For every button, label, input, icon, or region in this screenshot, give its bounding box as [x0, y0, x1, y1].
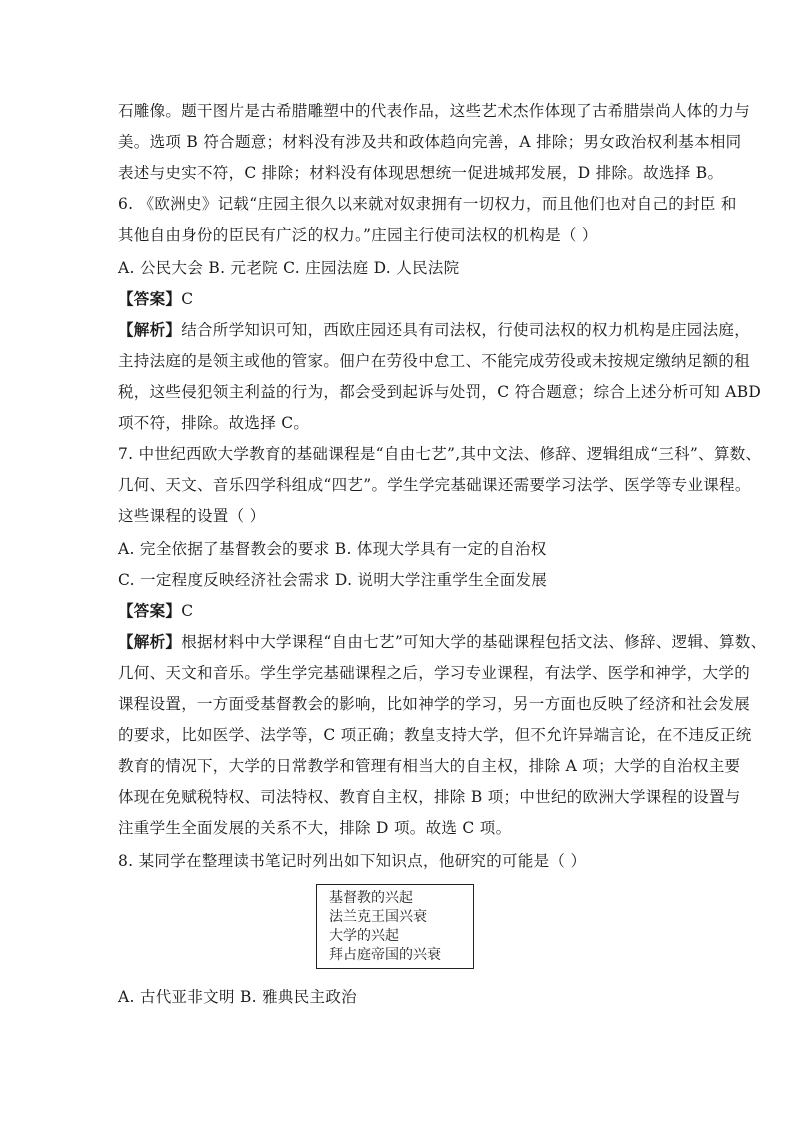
- analysis-line: 体现在免赋税特权、司法特权、教育自主权，排除 B 项；中世纪的欧洲大学课程的设置与: [118, 788, 741, 806]
- question-7-options-ab: A. 完全依据了基督教会的要求 B. 体现大学具有一定的自治权: [118, 540, 547, 558]
- question-7-stem: 这些课程的设置（ ）: [118, 507, 266, 525]
- analysis-line: 美。选项 B 符合题意；材料没有涉及共和政体趋向完善，A 排除；男女政治权利基本相同: [118, 133, 742, 151]
- note-item: 大学的兴起: [329, 928, 399, 944]
- notes-box: [316, 884, 474, 969]
- question-8-options: A. 古代亚非文明 B. 雅典民主政治: [118, 988, 357, 1006]
- analysis-line: 项不符，排除。故选择 C。: [118, 414, 310, 432]
- answer-value: C: [181, 602, 194, 620]
- question-6-analysis: [118, 319, 750, 341]
- analysis-text: 结合所学知识可知，西欧庄园还具有司法权，行使司法权的权力机构是庄园法庭，: [181, 321, 751, 339]
- analysis-line: 课程设置，一方面受基督教会的影响，比如神学的学习，另一方面也反映了经济和社会发展: [118, 695, 751, 713]
- answer-tag: 【答案】: [118, 601, 182, 620]
- analysis-line: 石雕像。题干图片是古希腊雕塑中的代表作品，这些艺术杰作体现了古希腊崇尚人体的力与: [118, 102, 751, 120]
- analysis-text: 根据材料中大学课程“自由七艺”可知大学的基础课程包括文法、修辞、逻辑、算数、: [181, 633, 767, 651]
- analysis-line: 税，这些侵犯领主利益的行为，都会受到起诉与处罚，C 符合题意；综合上述分析可知 ABD: [118, 383, 762, 401]
- question-7-stem: 7. 中世纪西欧大学教育的基础课程是“自由七艺”,其中文法、修辞、逻辑组成“三科”、算数、: [118, 445, 762, 463]
- question-7-analysis: [118, 631, 766, 653]
- note-item: 法兰克王国兴衰: [329, 909, 427, 925]
- question-7-stem: 几何、天文、音乐四学科组成“四艺”。学生学完基础课还需要学习法学、医学等专业课程。: [118, 476, 751, 494]
- analysis-line: 表述与史实不符，C 排除；材料没有体现思想统一促进城邦发展，D 排除。故选择 B。: [118, 164, 724, 182]
- analysis-line: 注重学生全面发展的关系不大，排除 D 项。故选 C 项。: [118, 819, 512, 837]
- question-7-options-cd: C. 一定程度反映经济社会需求 D. 说明大学注重学生全面发展: [118, 571, 548, 589]
- analysis-line: 主持法庭的是领主或他的管家。佃户在劳役中怠工、不能完成劳役或未按规定缴纳足额的租: [118, 352, 751, 370]
- analysis-tag: 【解析】: [118, 320, 182, 339]
- analysis-line: 几何、天文和音乐。学生学完基础课程之后，学习专业课程，有法学、医学和神学，大学的: [118, 664, 751, 682]
- answer-value: C: [181, 290, 194, 308]
- question-6-stem: 6. 《欧洲史》记载“庄园主很久以来就对奴隶拥有一切权力，而且他们也对自己的封臣 和: [118, 195, 737, 213]
- analysis-line: 的要求，比如医学、法学等，C 项正确；教皇支持大学，但不允许异端言论，在不违反正统: [118, 726, 752, 744]
- note-item: 拜占庭帝国的兴衰: [329, 947, 441, 963]
- question-6-answer: [118, 288, 193, 310]
- question-8-stem: 8. 某同学在整理读书笔记时列出如下知识点，他研究的可能是（ ）: [118, 852, 587, 870]
- analysis-tag: 【解析】: [118, 632, 182, 651]
- note-item: 基督教的兴起: [329, 890, 413, 906]
- question-7-answer: [118, 600, 193, 622]
- question-6-stem: 其他自由身份的臣民有广泛的权力。”庄园主行使司法权的机构是（ ）: [118, 226, 598, 244]
- question-6-options: A. 公民大会 B. 元老院 C. 庄园法庭 D. 人民法院: [118, 259, 460, 277]
- analysis-line: 教育的情况下，大学的日常教学和管理有相当大的自主权，排除 A 项；大学的自治权主要: [118, 757, 741, 775]
- answer-tag: 【答案】: [118, 289, 182, 308]
